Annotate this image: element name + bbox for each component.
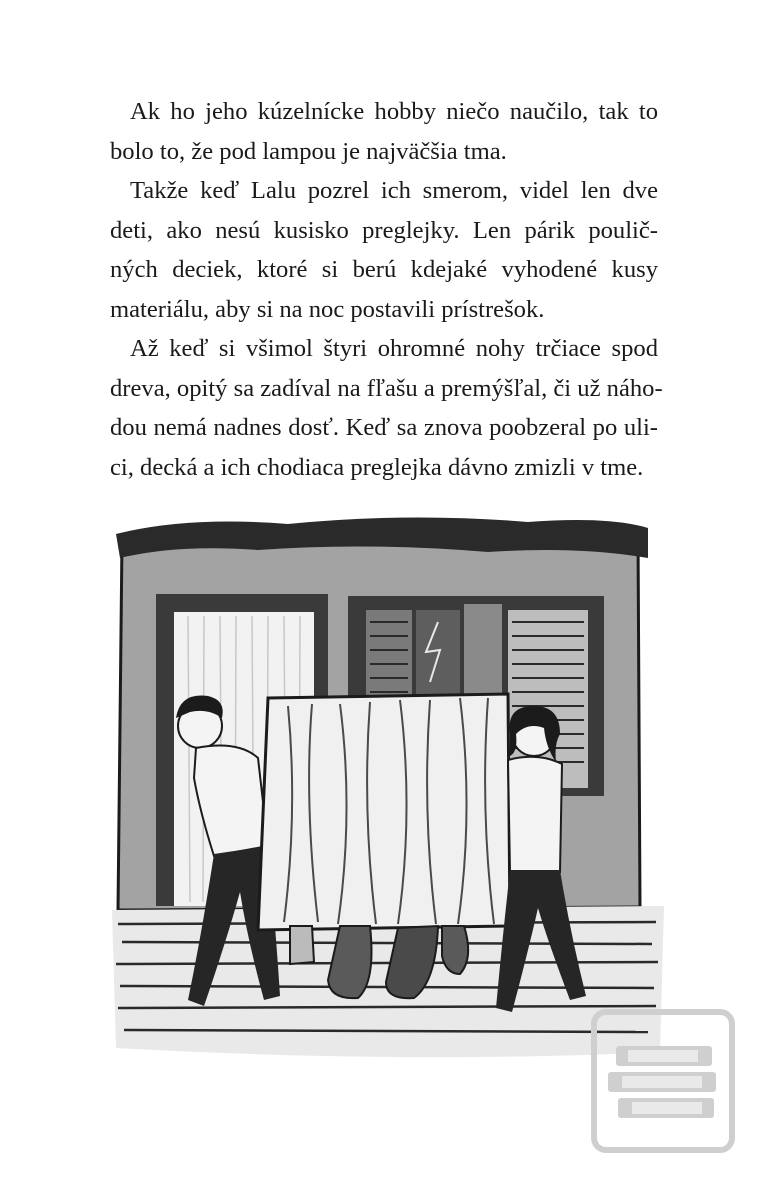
plywood-sheet [258,694,510,930]
monster-foot [290,926,314,964]
text-line: Ak ho jeho kúzelnícke hobby niečo naučilo, tak to [130,98,658,125]
monster-foot [442,926,468,974]
text-line: dreva, opitý sa zadíval na fľašu a premýšľal, či už náho- [110,374,663,402]
text-line: bolo to, že pod lampou je najväčšia tma. [110,137,507,165]
text-line: ných deciek, ktoré si berú kdejaké vyhodené kusy [110,256,658,283]
book-stack-icon [588,1008,738,1154]
text-line: Až keď si všimol štyri ohromné nohy trčiace spod [130,335,658,362]
text-line: Takže keď Lalu pozrel ich smerom, videl len dve [130,177,658,204]
text-line: materiálu, aby si na noc postavili prístrešok. [110,295,545,323]
story-text [110,92,663,487]
paragraph-1 [110,92,658,171]
text-line: deti, ako nesú kusisko preglejky. Len párik poulič- [110,216,658,244]
text-line: ci, decká a ich chodiaca preglejka dávno zmizli v tme. [110,453,644,481]
girl-shirt [508,757,562,872]
paragraph-2 [110,171,658,329]
paragraph-3 [110,329,663,487]
text-line: dou nemá nadnes dosť. Keď sa znova poobzeral po uli- [110,414,658,441]
story-illustration [108,512,668,1062]
